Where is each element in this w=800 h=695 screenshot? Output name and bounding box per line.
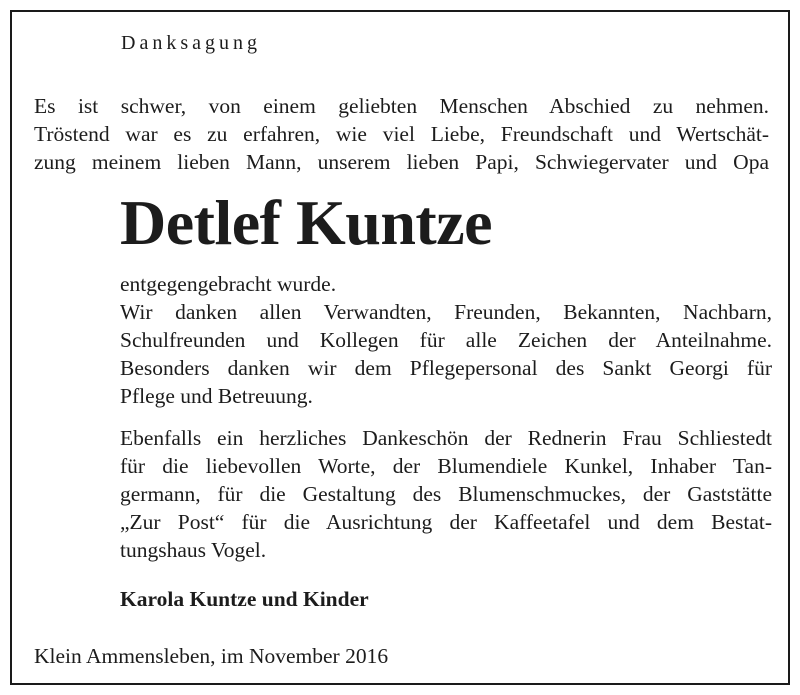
- paragraph1-line-4: Besonders danken wir dem Pflegepersonal des Sankt Georgi für: [120, 356, 772, 380]
- paragraph1-line-3: Schulfreunden und Kollegen für alle Zeichen der Anteilnahme.: [120, 328, 772, 352]
- intro-line-1: Es ist schwer, von einem geliebten Menschen Abschied zu nehmen.: [34, 94, 769, 118]
- paragraph2-line-3: germann, für die Gestaltung des Blumenschmuckes, der Gaststätte: [120, 482, 772, 506]
- signature: Karola Kuntze und Kinder: [120, 587, 369, 611]
- deceased-name: Detlef Kuntze: [120, 187, 493, 258]
- paragraph1-line-1: entgegengebracht wurde.: [120, 272, 337, 296]
- notice-heading: Danksagung: [121, 32, 261, 54]
- obituary-thank-you-notice: [10, 10, 790, 685]
- intro-line-3: zung meinem lieben Mann, unserem lieben Papi, Schwiegervater und Opa: [34, 150, 769, 174]
- paragraph2-line-5: tungshaus Vogel.: [120, 538, 267, 562]
- paragraph1-line-2: Wir danken allen Verwandten, Freunden, Bekannten, Nachbarn,: [120, 300, 772, 324]
- paragraph1-line-5: Pflege und Betreuung.: [120, 384, 313, 408]
- paragraph2-line-2: für die liebevollen Worte, der Blumendiele Kunkel, Inhaber Tan-: [120, 454, 772, 478]
- paragraph2-line-1: Ebenfalls ein herzliches Dankeschön der Rednerin Frau Schliestedt: [120, 426, 772, 450]
- paragraph2-line-4: „Zur Post“ für die Ausrichtung der Kaffeetafel und dem Bestat-: [120, 510, 772, 534]
- intro-line-2: Tröstend war es zu erfahren, wie viel Liebe, Freundschaft und Wertschät-: [34, 122, 769, 146]
- place-and-date: Klein Ammensleben, im November 2016: [34, 644, 389, 668]
